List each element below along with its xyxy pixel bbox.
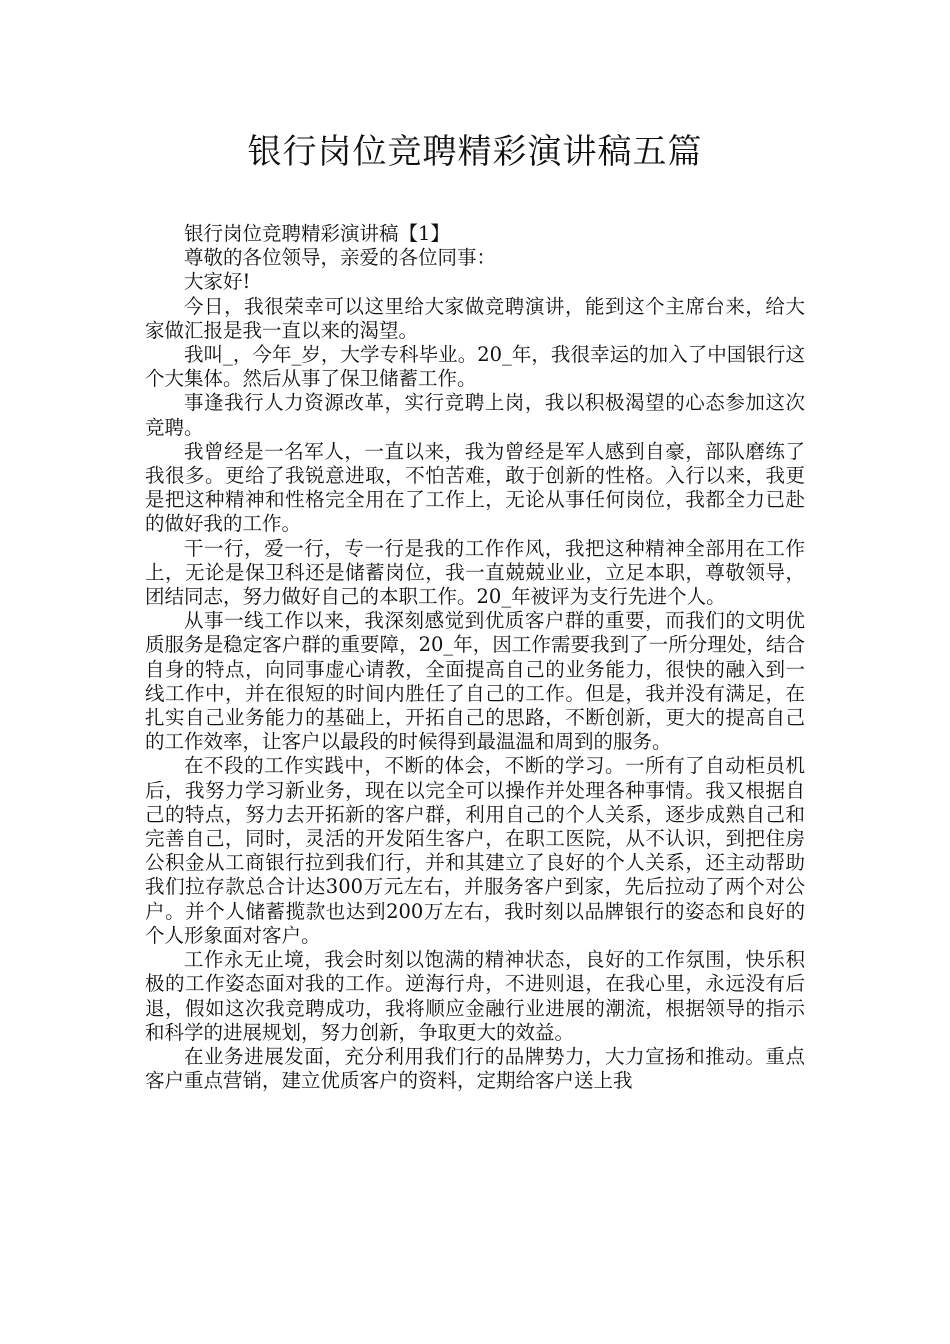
paragraph: 我叫_，今年_岁，大学专科毕业。20_年，我很幸运的加入了中国银行这个大集体。然后从事了保卫储蓄工作。: [145, 343, 805, 391]
paragraph: 银行岗位竞聘精彩演讲稿【1】: [184, 222, 450, 245]
paragraph: 我曾经是一名军人，一直以来，我为曾经是军人感到自豪，部队磨练了我很多。更给了我锐意进取，不怕苦难，敢于创新的性格。入行以来，我更是把这种精神和性格完全用在了工作上，无论从事任何岗位，我都全力已赴的做好我的工作。: [145, 439, 805, 536]
paragraph: 干一行，爱一行，专一行是我的工作作风，我把这种精神全部用在工作上，无论是保卫科还是储蓄岗位，我一直兢兢业业，立足本职，尊敬领导，团结同志，努力做好自己的本职工作。20_年被评为支行先进个人。: [145, 536, 805, 609]
document-body: [145, 222, 805, 1093]
paragraph: 尊敬的各位领导，亲爱的各位同事：: [184, 246, 497, 270]
paragraph: 事逢我行人力资源改革，实行竞聘上岗，我以积极渴望的心态参加这次竞聘。: [145, 391, 805, 439]
paragraph: 大家好!: [184, 270, 251, 294]
paragraph: 在不段的工作实践中，不断的体会，不断的学习。一所有了自动柜员机后，我努力学习新业务，现在以完全可以操作并处理各种事情。我又根据自己的特点，努力去开拓新的客户群，利用自己的个人关系，逐步成熟自己和完善自己，同时，灵活的开发陌生客户，在职工医院，从不认识，到把住房公积金从工商银行拉到我们行，并和其建立了良好的个人关系，还主动帮助我们拉存款总合计达300万元左右，并服务客户到家，先后拉动了两个对公户。并个人储蓄揽款也达到200万左右，我时刻以品牌银行的姿态和良好的个人形象面对客户。: [145, 754, 805, 947]
document-title: 银行岗位竞聘精彩演讲稿五篇: [247, 132, 703, 172]
paragraph: 工作永无止境，我会时刻以饱满的精神状态，良好的工作氛围，快乐积极的工作姿态面对我的工作。逆海行舟，不进则退，在我心里，永远没有后退，假如这次我竞聘成功，我将顺应金融行业进展的潮流，根据领导的指示和科学的进展规划，努力创新，争取更大的效益。: [145, 948, 805, 1044]
paragraph: 在业务进展发面，充分利用我们行的品牌势力，大力宣扬和推动。重点客户重点营销，建立优质客户的资料，定期给客户送上我: [145, 1044, 805, 1093]
paragraph: 今日，我很荣幸可以这里给大家做竞聘演讲，能到这个主席台来，给大家做汇报是我一直以来的渴望。: [145, 294, 805, 342]
paragraph: 从事一线工作以来，我深刻感觉到优质客户群的重要，而我们的文明优质服务是稳定客户群的重要障，20_年，因工作需要我到了一所分理处，结合自身的特点，向同事虚心请教，全面提高自己的业务能力，很快的融入到一线工作中，并在很短的时间内胜任了自己的工作。但是，我并没有满足，在扎实自己业务能力的基础上，开拓自己的思路，不断创新，更大的提高自己的工作效率，让客户以最段的时候得到最温温和周到的服务。: [145, 609, 805, 754]
